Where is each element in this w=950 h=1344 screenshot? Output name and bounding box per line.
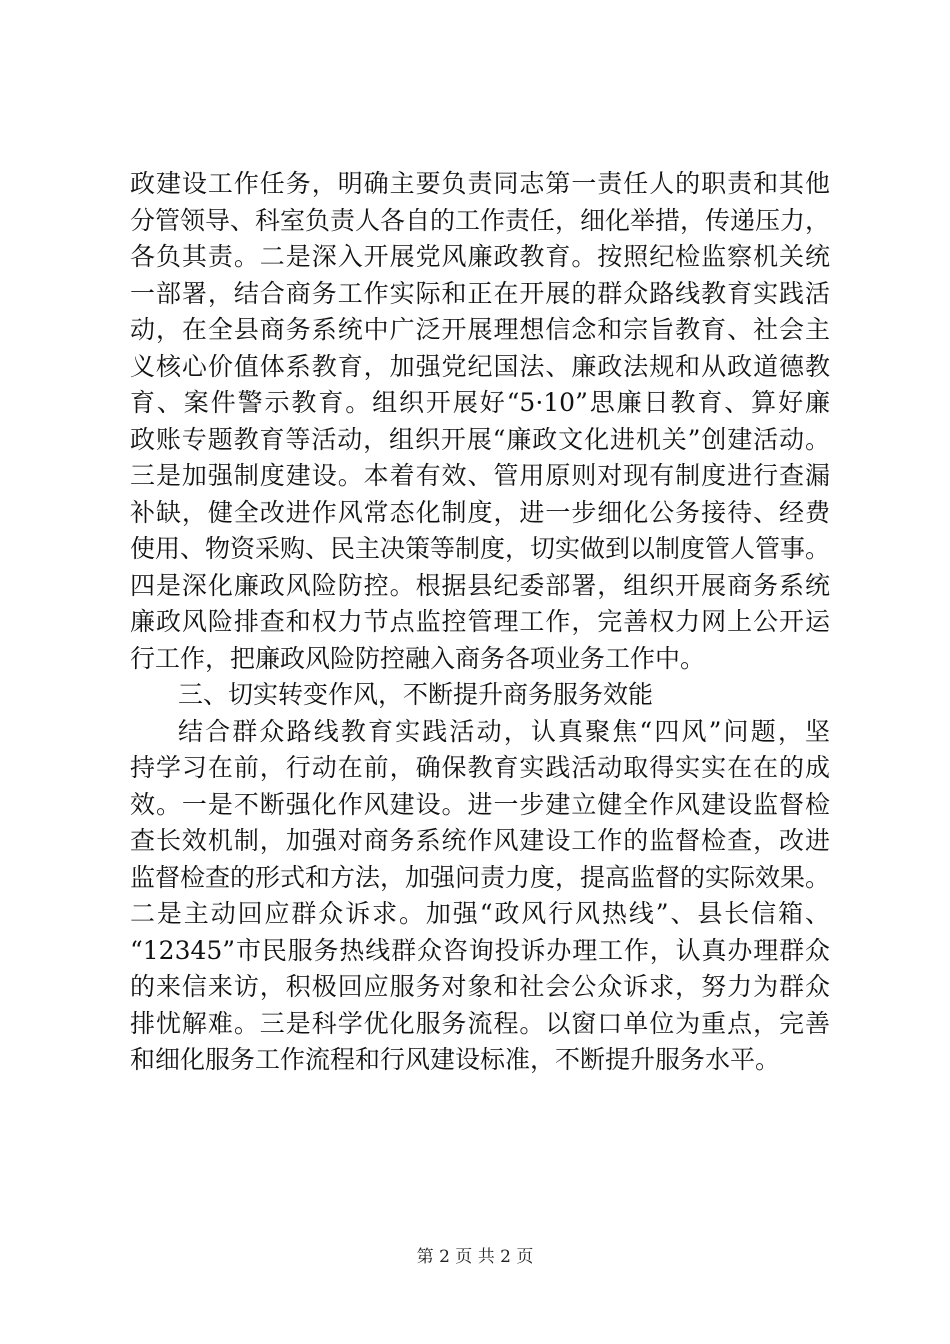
text-line: 二是主动回应群众诉求。加强“政风行风热线”、县长信箱、 [130, 899, 830, 928]
text-line: 监督检查的形式和方法，加强问责力度，提高监督的实际效果。 [130, 862, 831, 892]
section-heading: 三、切实转变作风，不断提升商务服务效能 [178, 680, 654, 709]
text-line: “12345”市民服务热线群众咨询投诉办理工作，认真办理群众 [130, 935, 830, 965]
text-line: 动，在全县商务系统中广泛开展理想信念和宗旨教育、社会主 [130, 315, 830, 344]
text-line: 和细化服务工作流程和行风建设标准，不断提升服务水平。 [130, 1045, 781, 1074]
document-body [130, 166, 830, 1079]
text-line: 排忧解难。三是科学优化服务流程。以窗口单位为重点，完善 [130, 1008, 830, 1038]
text-line: 持学习在前，行动在前，确保教育实践活动取得实实在在的成 [130, 753, 830, 782]
text-line: 一部署，结合商务工作实际和正在开展的群众路线教育实践活 [130, 278, 830, 308]
text-line: 的来信来访，积极回应服务对象和社会公众诉求，努力为群众 [130, 972, 830, 1001]
text-line: 育、案件警示教育。组织开展好“5·10”思廉日教育、算好廉 [130, 388, 830, 417]
text-line: 政建设工作任务，明确主要负责同志第一责任人的职责和其他 [130, 169, 830, 198]
text-line: 效。一是不断强化作风建设。进一步建立健全作风建设监督检 [130, 789, 830, 819]
text-line: 补缺，健全改进作风常态化制度，进一步细化公务接待、经费 [130, 497, 830, 527]
text-line: 廉政风险排查和权力节点监控管理工作，完善权力网上公开运 [130, 607, 830, 636]
page-footer: 第 2 页 共 2 页 [416, 1247, 534, 1267]
text-line: 查长效机制，加强对商务系统作风建设工作的监督检查，改进 [130, 826, 830, 855]
paragraph-first-line: 结合群众路线教育实践活动，认真聚焦“四风”问题，坚 [178, 716, 830, 746]
text-line: 四是深化廉政风险防控。根据县纪委部署，组织开展商务系统 [130, 570, 830, 600]
text-line: 政账专题教育等活动，组织开展“廉政文化进机关”创建活动。 [130, 424, 830, 454]
text-line: 使用、物资采购、民主决策等制度，切实做到以制度管人管事。 [130, 534, 831, 563]
text-line: 分管领导、科室负责人各自的工作责任，细化举措，传递压力， [130, 205, 831, 235]
text-line: 三是加强制度建设。本着有效、管用原则对现有制度进行查漏 [130, 461, 830, 490]
text-line: 各负其责。二是深入开展党风廉政教育。按照纪检监察机关统 [130, 242, 830, 271]
text-line: 义核心价值体系教育，加强党纪国法、廉政法规和从政道德教 [130, 351, 830, 381]
text-line: 行工作，把廉政风险防控融入商务各项业务工作中。 [130, 643, 706, 673]
